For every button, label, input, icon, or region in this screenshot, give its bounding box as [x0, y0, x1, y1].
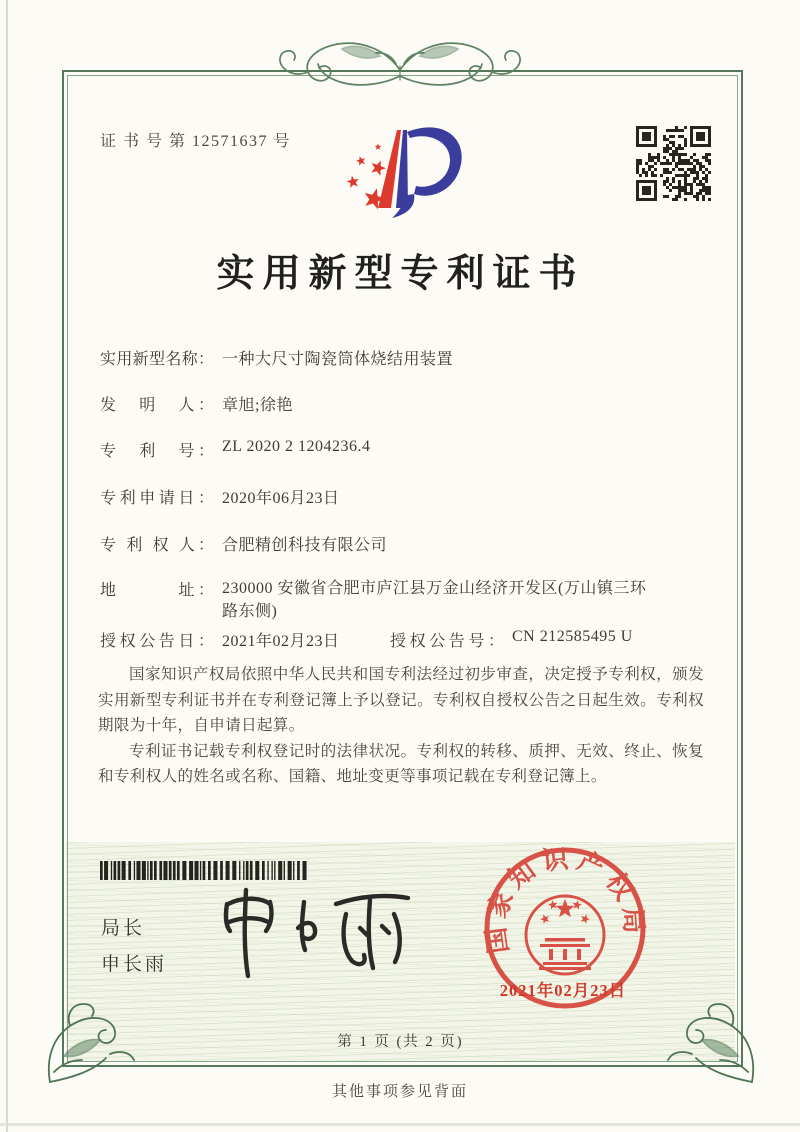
field-label: 专利申请日：: [100, 490, 214, 507]
scan-edge-bottom: [0, 1123, 800, 1126]
scan-edge-left: [6, 0, 8, 1132]
field-row-patent-no: [100, 438, 370, 461]
qr-code: [636, 126, 712, 207]
field-label: 授权公告日：: [100, 633, 214, 650]
field-row-grant: [100, 628, 633, 651]
field-pair-grant-no: [390, 628, 633, 651]
certificate-number: 证 书 号 第 12571637 号: [100, 133, 292, 150]
back-note: 其他事项参见背面: [331, 1084, 468, 1100]
field-value: ZL 2020 2 1204236.4: [222, 438, 371, 455]
field-value: 2020年06月23日: [222, 490, 340, 507]
field-row-inventor: [100, 392, 293, 415]
field-row-name: [100, 346, 453, 369]
field-value: 章旭;徐艳: [222, 397, 293, 414]
field-label: 专 利 权 人：: [100, 537, 214, 554]
legal-body-text: [98, 662, 704, 790]
field-value: 2021年02月23日: [222, 633, 340, 650]
field-row-patentee: [100, 532, 387, 555]
top-ornament-icon: [260, 36, 540, 114]
field-label: 专 利 号：: [100, 443, 214, 460]
page-number: 第 1 页 (共 2 页): [337, 1034, 464, 1050]
certificate-title: 实用新型专利证书: [216, 253, 585, 295]
seal-date: 2021年02月23日: [499, 981, 627, 1000]
field-value: 一种大尺寸陶瓷筒体烧结用装置: [222, 351, 454, 368]
field-label: 实用新型名称：: [100, 351, 214, 368]
signer-title: 局长: [101, 918, 146, 939]
seal-ring-text: 国家知识产权局: [480, 843, 649, 956]
field-label: 发 明 人：: [100, 397, 214, 414]
national-emblem-icon: [526, 896, 604, 974]
field-value: 230000 安徽省合肥市庐江县万金山经济开发区(万山镇三环路东侧): [222, 580, 647, 620]
commissioner-signature: [212, 876, 432, 996]
field-value: 合肥精创科技有限公司: [222, 537, 388, 554]
cnipa-logo-icon: [328, 112, 478, 235]
body-paragraph: 国家知识产权局依照中华人民共和国专利法经过初步审查，决定授予专利权，颁发实用新型专利证书并在专利登记簿上予以登记。专利权自授权公告之日起生效。专利权期限为十年，自申请日起算。: [98, 666, 704, 734]
signer-name: 申长雨: [101, 954, 168, 975]
field-row-filing-date: [100, 485, 340, 508]
field-row-address: [100, 577, 660, 623]
body-paragraph: 专利证书记载专利权登记时的法律状况。专利权的转移、质押、无效、终止、恢复和专利权人的姓名或名称、国籍、地址变更等事项记载在专利登记簿上。: [98, 742, 704, 785]
field-label: 授权公告号：: [390, 633, 504, 650]
field-label: 地 址：: [100, 582, 214, 599]
field-value: CN 212585495 U: [512, 628, 633, 645]
